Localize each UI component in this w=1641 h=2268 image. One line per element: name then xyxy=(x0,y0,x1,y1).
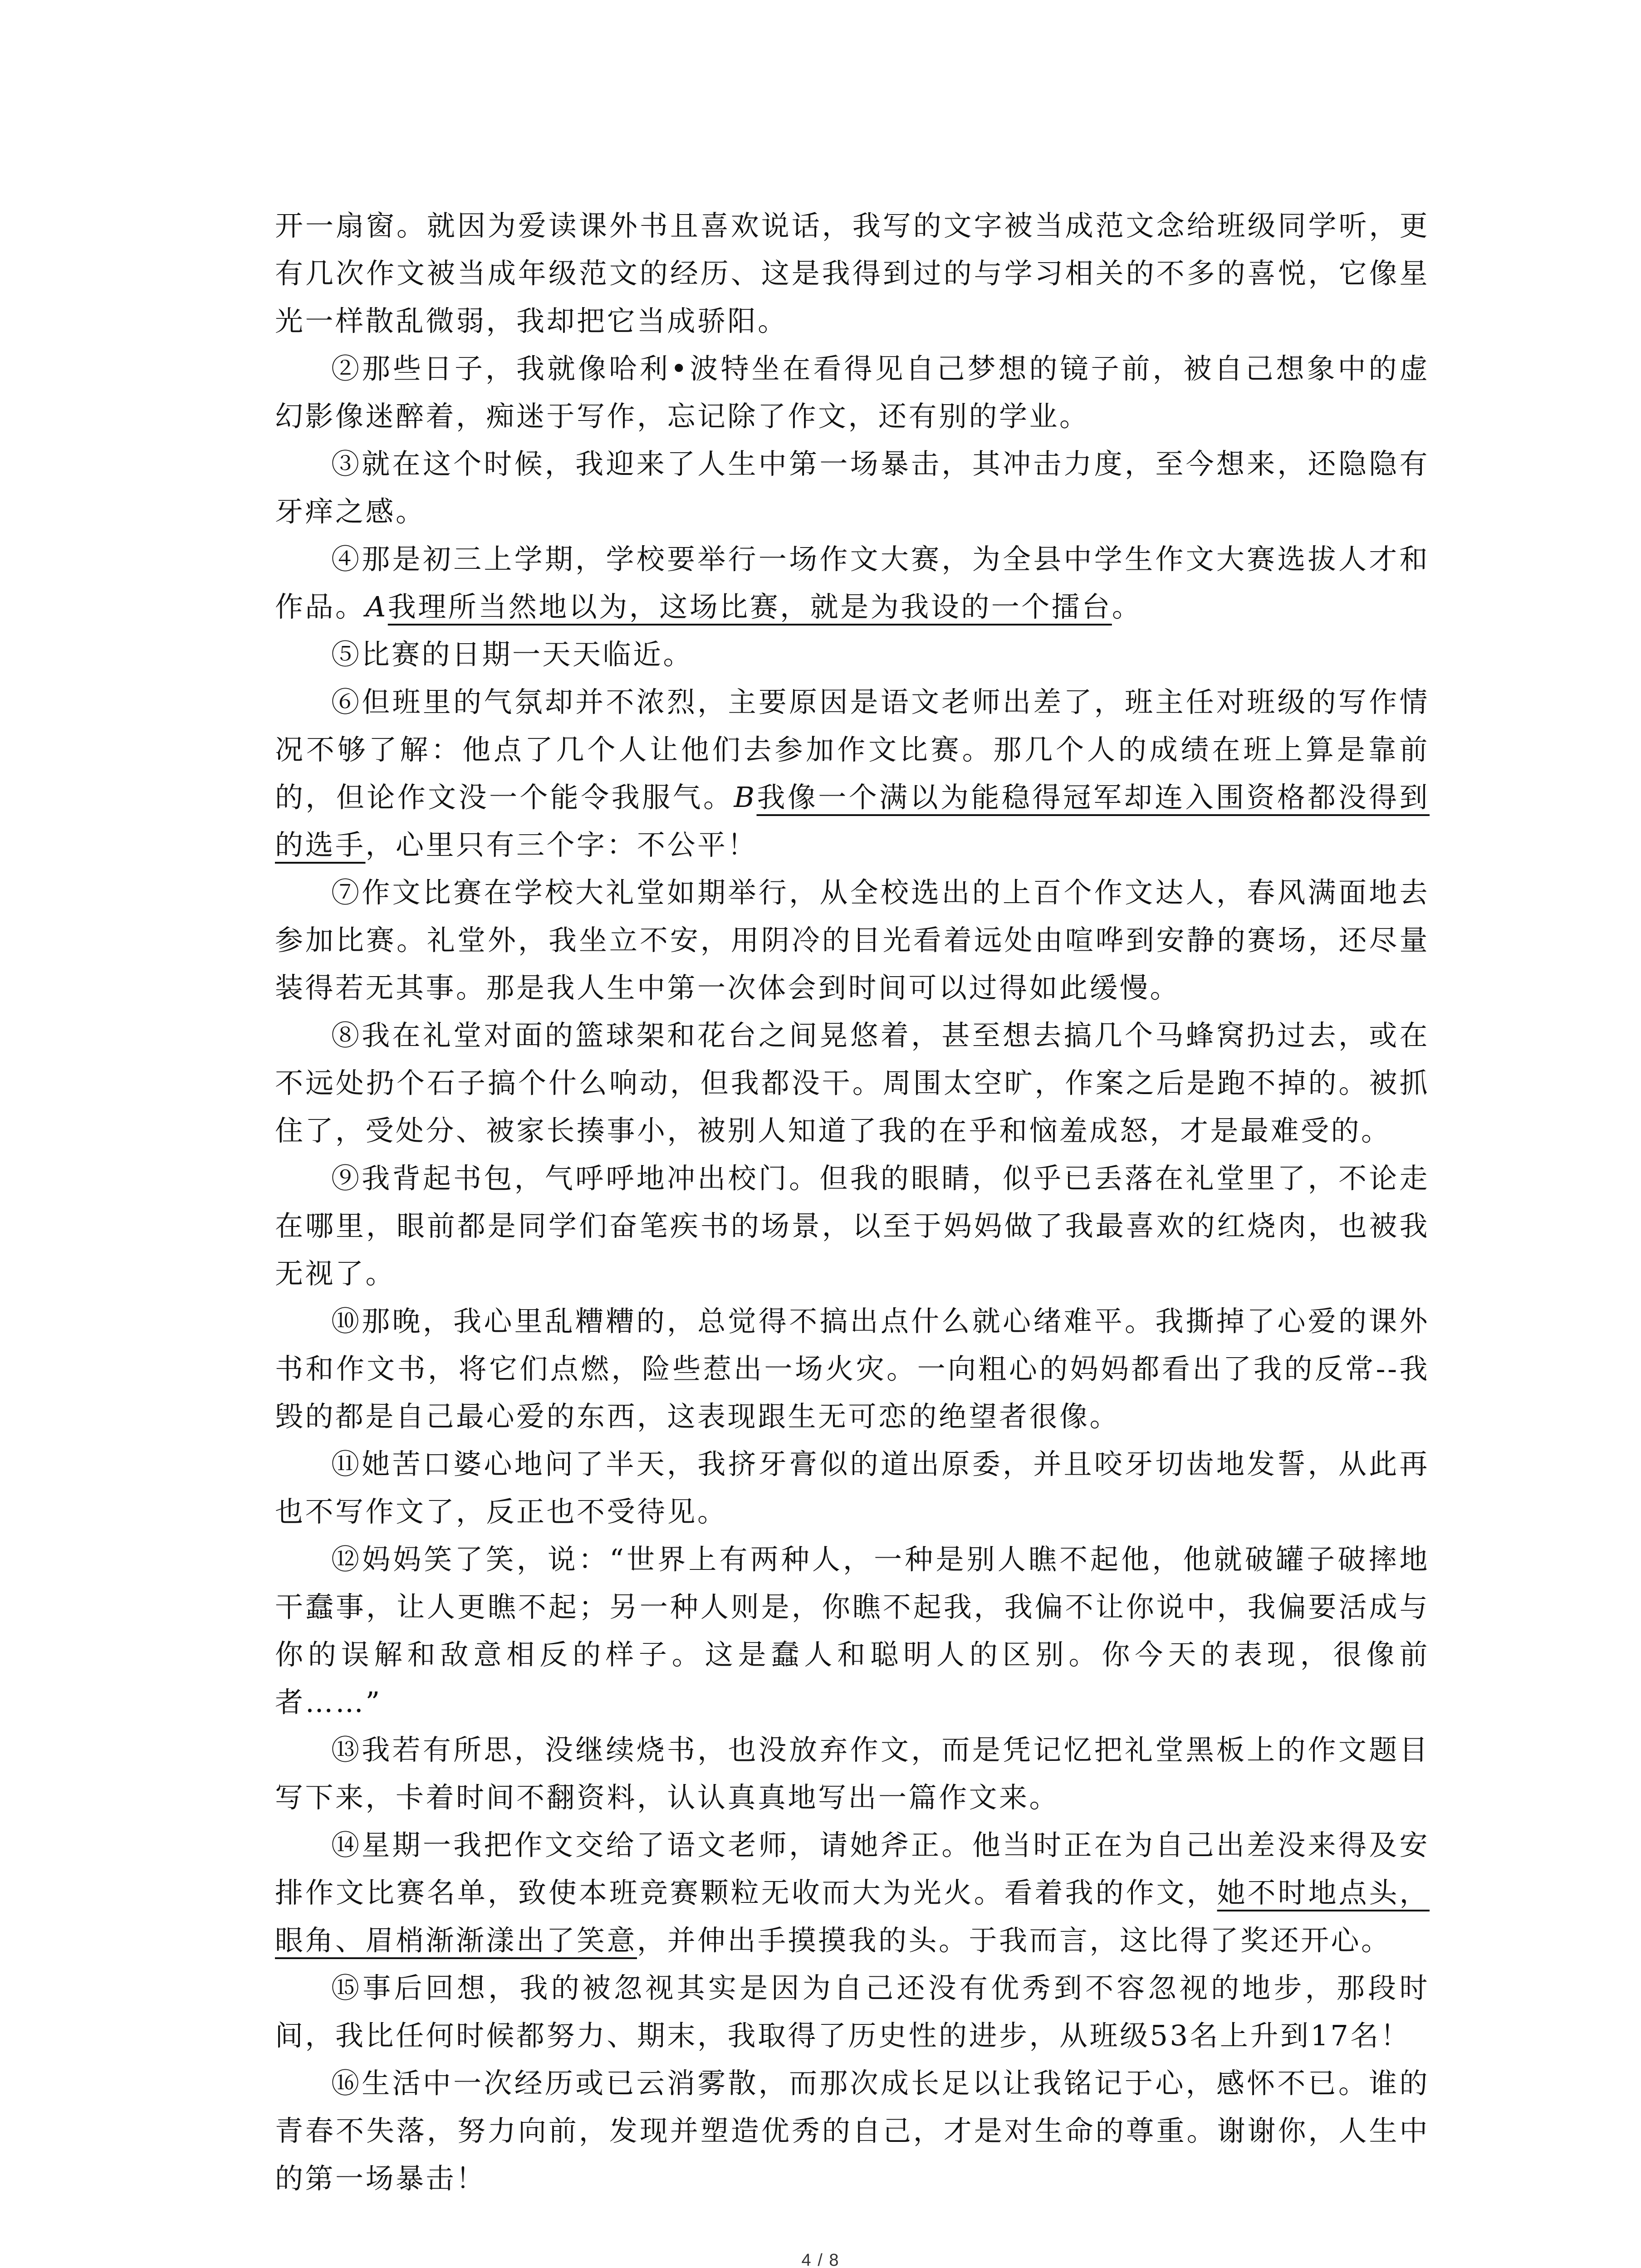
paragraph-9 xyxy=(275,1154,1430,1297)
paragraph-2 xyxy=(275,345,1430,440)
sentence-marker: A xyxy=(365,590,388,623)
paragraph-text: ⑮事后回想，我的被忽视其实是因为自己还没有优秀到不容忽视的地步，那段时间，我比任何时候都努力、期末，我取得了历史性的进步，从班级53名上升到17名！ xyxy=(275,1971,1430,2052)
paragraph-15 xyxy=(275,1964,1430,2059)
paragraph-text: ⑥但班里的气氛却并不浓烈，主要原因是语文老师出差了，班主任对班级的写作情况不够了解：他点了几个人让他们去参加作文比赛。那几个人的成绩在班上算是靠前的，但论作文没一个能令我服气。 xyxy=(275,685,1430,814)
underlined-sentence: 她不时地点头，眼角、眉梢渐渐漾出了笑意 xyxy=(275,1876,1430,1957)
page-number: 4 / 8 xyxy=(801,2251,840,2268)
paragraph-14 xyxy=(275,1821,1430,1964)
document-body xyxy=(275,202,1430,2202)
underlined-sentence: 我像一个满以为能稳得冠军却连入围资格都没得到的选手 xyxy=(275,781,1430,861)
paragraph-text: ⑭星期一我把作文交给了语文老师，请她斧正。他当时正在为自己出差没来得及安排作文比赛名单，致使本班竞赛颗粒无收而大为光火。看着我的作文， xyxy=(275,1828,1430,1909)
paragraph-text: ，并伸出手摸摸我的头。于我而言，这比得了奖还开心。 xyxy=(637,1924,1391,1957)
paragraph-text: ③就在这个时候，我迎来了人生中第一场暴击，其冲击力度，至今想来，还隐隐有牙痒之感。 xyxy=(275,447,1430,528)
paragraph-10 xyxy=(275,1297,1430,1440)
sentence-marker: B xyxy=(734,781,757,814)
paragraph-5 xyxy=(275,631,1430,678)
paragraph-text: 开一扇窗。就因为爱读课外书且喜欢说话，我写的文字被当成范文念给班级同学听，更有几次作文被当成年级范文的经历、这是我得到过的与学习相关的不多的喜悦，它像星光一样散乱微弱，我却把它当成骄阳。 xyxy=(275,209,1430,337)
paragraph-text: ⑯生活中一次经历或已云消雾散，而那次成长足以让我铭记于心，感怀不已。谁的青春不失落，努力向前，发现并塑造优秀的自己，才是对生命的尊重。谢谢你，人生中的第一场暴击！ xyxy=(275,2067,1430,2195)
paragraph-8 xyxy=(275,1012,1430,1154)
paragraph-11 xyxy=(275,1440,1430,1535)
paragraph-text: ⑫妈妈笑了笑，说：“世界上有两种人，一种是别人瞧不起他，他就破罐子破摔地干蠢事，让人更瞧不起；另一种人则是，你瞧不起我，我偏不让你说中，我偏要活成与你的误解和敌意相反的样子。这是蠢人和聪明人的区别。你今天的表现，很像前者……” xyxy=(275,1543,1430,1719)
underlined-sentence: 我理所当然地以为，这场比赛，就是为我设的一个擂台 xyxy=(387,590,1112,623)
paragraph-16 xyxy=(275,2059,1430,2202)
paragraph-text: ②那些日子，我就像哈利•波特坐在看得见自己梦想的镜子前，被自己想象中的虚幻影像迷醉着，痴迷于写作，忘记除了作文，还有别的学业。 xyxy=(275,352,1430,433)
paragraph-text: ⑪她苦口婆心地问了半天，我挤牙膏似的道出原委，并且咬牙切齿地发誓，从此再也不写作文了，反正也不受待见。 xyxy=(275,1447,1430,1528)
paragraph-4 xyxy=(275,535,1430,631)
paragraph-text: ⑤比赛的日期一天天临近。 xyxy=(331,638,694,671)
paragraph-text: ⑬我若有所思，没继续烧书，也没放弃作文，而是凭记忆把礼堂黑板上的作文题目写下来，卡着时间不翻资料，认认真真地写出一篇作文来。 xyxy=(275,1733,1430,1814)
paragraph-text: ，心里只有三个字：不公平！ xyxy=(365,828,758,861)
paragraph-text: 。 xyxy=(1112,590,1142,623)
paragraph-6 xyxy=(275,678,1430,869)
paragraph-7 xyxy=(275,869,1430,1012)
paragraph-3 xyxy=(275,440,1430,535)
continued-paragraph xyxy=(275,202,1430,345)
paragraph-text: ⑩那晚，我心里乱糟糟的，总觉得不搞出点什么就心绪难平。我撕掉了心爱的课外书和作文书，将它们点燃，险些惹出一场火灾。一向粗心的妈妈都看出了我的反常--我毁的都是自己最心爱的东西，这表现跟生无可恋的绝望者很像。 xyxy=(275,1305,1430,1433)
paragraph-text: ⑨我背起书包，气呼呼地冲出校门。但我的眼睛，似乎已丢落在礼堂里了，不论走在哪里，眼前都是同学们奋笔疾书的场景，以至于妈妈做了我最喜欢的红烧肉，也被我无视了。 xyxy=(275,1162,1430,1290)
paragraph-13 xyxy=(275,1726,1430,1821)
paragraph-12 xyxy=(275,1535,1430,1726)
paragraph-text: ⑧我在礼堂对面的篮球架和花台之间晃悠着，甚至想去搞几个马蜂窝扔过去，或在不远处扔个石子搞个什么响动，但我都没干。周围太空旷，作案之后是跑不掉的。被抓住了，受处分、被家长揍事小，被别人知道了我的在乎和恼羞成怒，才是最难受的。 xyxy=(275,1019,1430,1147)
paragraph-text: ④那是初三上学期，学校要举行一场作文大赛，为全县中学生作文大赛选拔人才和作品。 xyxy=(275,543,1430,623)
paragraph-text: ⑦作文比赛在学校大礼堂如期举行，从全校选出的上百个作文达人，春风满面地去参加比赛。礼堂外，我坐立不安，用阴冷的目光看着远处由喧哗到安静的赛场，还尽量装得若无其事。那是我人生中第一次体会到时间可以过得如此缓慢。 xyxy=(275,876,1430,1004)
